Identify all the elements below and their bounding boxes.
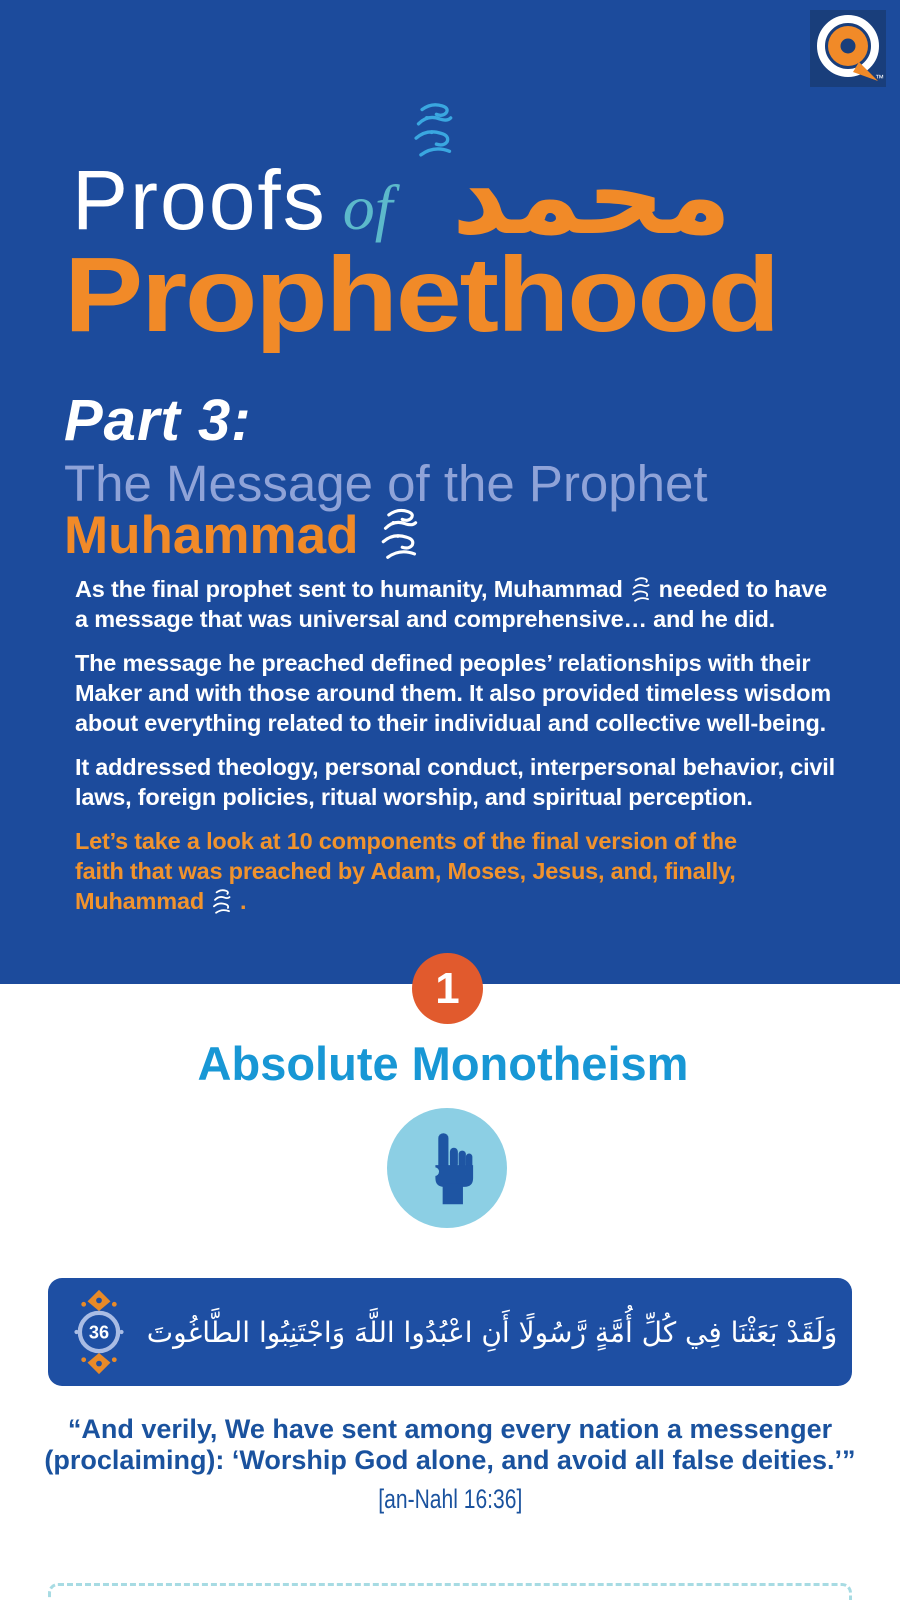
intro-paragraph-1: As the final prophet sent to humanity, Muhammad needed to have a message that was universal and comprehensive… and he did. xyxy=(75,576,827,632)
ayah-number: 36 xyxy=(88,1322,110,1343)
subtitle-muhammad: Muhammad xyxy=(64,505,359,565)
index-finger-up-icon xyxy=(418,1129,476,1207)
title-of: of xyxy=(342,172,393,243)
verse-reference: [an-Nahl 16:36] xyxy=(377,1484,523,1514)
quran-verse-panel xyxy=(48,1278,852,1386)
quran-verse-arabic: وَلَقَدْ بَعَثْنَا فِي كُلِّ أُمَّةٍ رَّسُولًا أَنِ اعْبُدُوا اللَّهَ وَاجْتَنِبُوا الطَّاغُوتَ xyxy=(146,1315,838,1349)
subtitle: The Message of the Prophet xyxy=(64,455,708,512)
title-proofs: Proofs xyxy=(72,153,327,247)
intro-paragraph-3: It addressed theology, personal conduct, interpersonal behavior, civil laws, foreign policies, ritual worship, and spiritual perception. xyxy=(75,754,835,810)
part-label: Part 3: xyxy=(64,388,252,453)
verse-translation xyxy=(0,1414,900,1476)
intro-paragraph-4: Let’s take a look at 10 components of the final version of the faith that was preached by Adam, Moses, Jesus, and, finally, Muhammad . xyxy=(75,828,737,914)
brand-logo[interactable] xyxy=(810,10,886,87)
title-prophethood: Prophethood xyxy=(64,236,778,354)
pbuh-calligraphy-icon xyxy=(628,576,654,604)
translation-line: (proclaiming): ‘Worship God alone, and avoid all false deities.’” xyxy=(44,1445,856,1475)
section-number: 1 xyxy=(435,963,460,1013)
pbuh-calligraphy-icon xyxy=(410,100,458,162)
muhammad-arabic-calligraphy: محمد xyxy=(452,134,732,259)
pbuh-calligraphy-icon xyxy=(374,506,426,564)
main-title xyxy=(72,153,393,247)
next-content-dashed-panel xyxy=(48,1583,852,1600)
monotheism-icon-badge xyxy=(387,1108,507,1228)
section-title: Absolute Monotheism xyxy=(197,1037,689,1090)
ayah-number-medallion xyxy=(70,1288,128,1376)
pbuh-calligraphy-icon xyxy=(209,888,235,916)
section-number-badge xyxy=(412,953,483,1024)
intro-paragraph-2: The message he preached defined peoples’ relationships with their Maker and with those around them. It also provided timeless wisdom about everything related to their individual and collective well-being. xyxy=(75,650,831,736)
translation-line: “And verily, We have sent among every nation a messenger xyxy=(67,1414,833,1444)
subtitle-name-row xyxy=(64,506,426,564)
trademark-symbol: ™ xyxy=(875,73,884,83)
intro-paragraphs xyxy=(75,574,865,930)
